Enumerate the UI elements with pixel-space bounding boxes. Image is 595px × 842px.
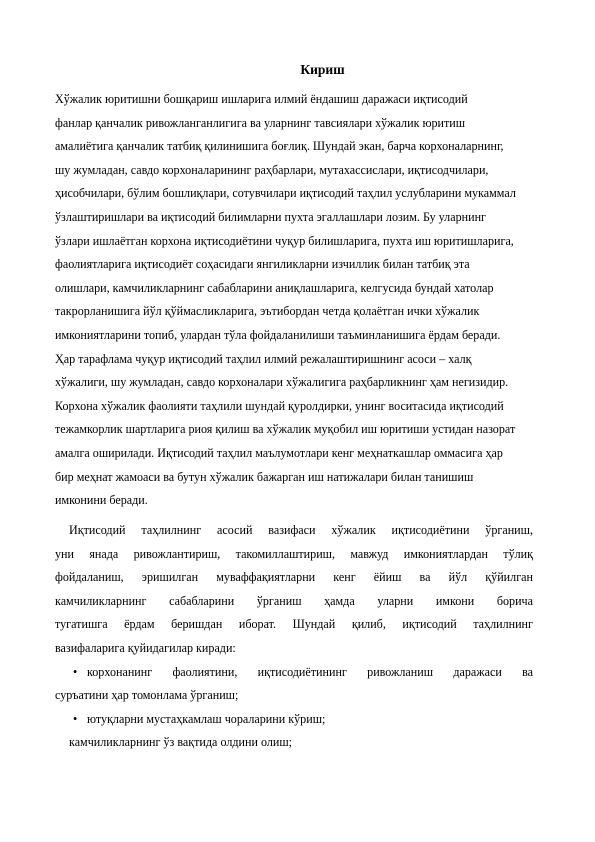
text-line: бир меҳнат жамоаси ва бутун хўжалик бажарган иш натижалари билан танишиш [55, 469, 474, 484]
text-line: фанлар қанчалик ривожланганлигига ва уларнинг тавсиялари хўжалик юритиш [55, 115, 466, 130]
bullet-continuation: суръатини ҳар томонлама ўрганиш; [55, 688, 239, 703]
text-line: имконини беради. [55, 493, 148, 508]
bullet-text: корхонанинг фаолиятини, иқтисодиётининг ривожланиш даражаси ва [87, 664, 533, 679]
text-line: Хўжалик юритишни бошқариш ишларига илмий ёндашиш даражаси иқтисодий [55, 92, 468, 106]
text-line: тугатишга ёрдам беришдан иборат. Шундай қилиб, иқтисодий таҳлилнинг [55, 617, 533, 632]
text-line: олишлари, камчиликларнинг сабабларини аниқлашларига, келгусида бундай хатолар [55, 280, 494, 295]
bullet-item [55, 661, 533, 685]
bullet-text: ютуқларни мустаҳкамлаш чораларини кўриш; [87, 711, 326, 726]
text-line: уни янада ривожлантириш, такомиллаштириш, мавжуд имкониятлардан тўлиқ [55, 546, 533, 561]
text-line: ўзлаштиришлари ва иқтисодий билимларни пухта эгаллашлари лозим. Бу уларнинг [55, 209, 487, 224]
bullet-item [55, 708, 533, 732]
text-line: такрорланишига йўл қўймасликларига, эътибордан четда қолаётган ички хўжалик [55, 304, 480, 319]
text-line: фойдаланиш, эришилган муваффақиятларни кенг ёйиш ва йўл қўйилган [55, 570, 533, 585]
text-line: шу жумладан, савдо корхоналарининг раҳбарлари, мутахассислари, иқтисодчилари, [55, 162, 489, 177]
text-line: Иқтисодий таҳлилнинг асосий вазифаси хўжалик иқтисодиётини ўрганиш, [69, 523, 533, 537]
text-line: Ҳар тарафлама чуқур иқтисодий таҳлил илмий режалаштиришнинг асоси – халқ [55, 351, 472, 366]
paragraph-tasks [55, 519, 533, 755]
text-line: амалиётига қанчалик татбиқ қилинишига боғлиқ. Шундай экан, барча корхоналарнинг, [55, 139, 504, 154]
bullet-marker: • [73, 711, 78, 726]
bullet-marker: • [73, 664, 78, 679]
text-line: камчиликларнинг сабабларини ўрганиш ҳамда уларни имкони борича [55, 593, 533, 608]
text-line: фаолиятларига иқтисодиёт соҳасидаги янгиликларни изчиллик билан татбиқ эта [55, 257, 470, 272]
text-line: имкониятларини топиб, улардан тўла фойдаланилиши таъминланишига ёрдам беради. [55, 327, 501, 342]
paragraph-intro [55, 88, 595, 513]
text-line: Корхона хўжалик фаолияти таҳлили шундай қуролдирки, унинг воситасида иқтисодий [55, 398, 504, 413]
page-title: Кириш [300, 62, 345, 77]
text-line: амалга оширилади. Иқтисодий таҳлил маълумотлари кенг меҳнаткашлар оммасига ҳар [55, 445, 503, 460]
text-line: ўзлари ишлаётган корхона иқтисодиётини чуқур билишларига, пухта иш юритишларига, [55, 233, 514, 248]
bullet-continuation: камчиликларнинг ўз вақтида олдини олиш; [69, 735, 293, 750]
text-line: тежамкорлик шартларига риоя қилиш ва хўжалик муқобил иш юритиши устидан назорат [55, 422, 516, 437]
text-line: хўжалиги, шу жумладан, савдо корхоналари хўжалигига раҳбарликнинг ҳам негизидир. [55, 375, 509, 390]
text-line: вазифаларига қуйидагилар киради: [55, 640, 236, 655]
text-line: ҳисобчилари, бўлим бошлиқлари, сотувчилари иқтисодий таҳлил услубларини мукаммал [55, 186, 516, 201]
